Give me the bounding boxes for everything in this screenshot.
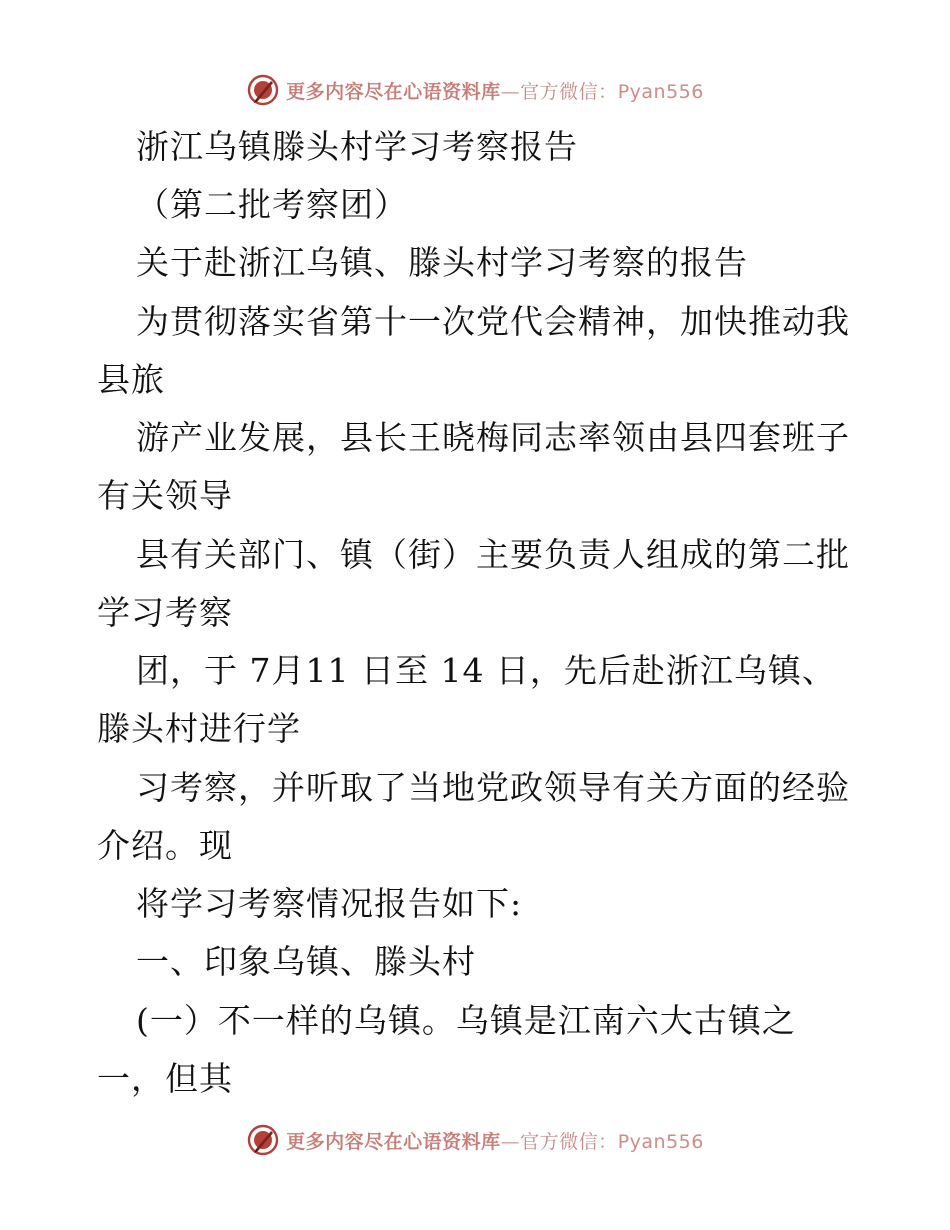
paragraph-line: 县旅 (97, 360, 165, 399)
watermark-official-label: 官方微信： (520, 1130, 618, 1153)
watermark-wechat-id: Pyan556 (617, 1130, 704, 1153)
report-heading: 关于赴浙江乌镇、滕头村学习考察的报告 (136, 243, 748, 282)
paragraph-line: (一）不一样的乌镇。乌镇是江南六大古镇之 (136, 1001, 796, 1040)
watermark-official-label: 官方微信： (520, 80, 618, 103)
watermark-group (246, 73, 704, 107)
watermark-dash: — (500, 1130, 521, 1153)
paragraph-line: 将学习考察情况报告如下: (136, 884, 523, 923)
paragraph-line: 一，但其 (97, 1059, 233, 1098)
paragraph-line: 县有关部门、镇（街）主要负责人组成的第二批 (136, 535, 850, 574)
pen-logo-icon (246, 73, 280, 107)
paragraph-line: 有关领导 (97, 476, 233, 515)
watermark-text (286, 1127, 704, 1154)
paragraph-line: 游产业发展，县长王晓梅同志率领由县四套班子 (136, 418, 850, 457)
paragraph-line: 为贯彻落实省第十一次党代会精神，加快推动我 (136, 302, 850, 341)
paragraph-line: 滕头村进行学 (97, 709, 301, 748)
paragraph-line: 习考察，并听取了当地党政领导有关方面的经验 (136, 768, 850, 807)
paragraph-line: 团，于 7月11 日至 14 日，先后赴浙江乌镇、 (136, 651, 836, 690)
paragraph-line: 学习考察 (97, 593, 233, 632)
pen-logo-icon (246, 1123, 280, 1157)
watermark-text (286, 77, 704, 104)
watermark-main-text: 更多内容尽在心语资料库 (286, 1130, 501, 1153)
watermark-wechat-id: Pyan556 (617, 80, 704, 103)
section-heading: 一、印象乌镇、滕头村 (136, 942, 476, 981)
watermark-group (246, 1123, 704, 1157)
header-watermark (0, 70, 950, 110)
watermark-main-text: 更多内容尽在心语资料库 (286, 80, 501, 103)
document-title: 浙江乌镇滕头村学习考察报告 (136, 127, 578, 166)
footer-watermark (0, 1120, 950, 1160)
watermark-dash: — (500, 80, 521, 103)
document-subtitle: （第二批考察团） (136, 185, 408, 224)
paragraph-line: 介绍。现 (97, 826, 233, 865)
